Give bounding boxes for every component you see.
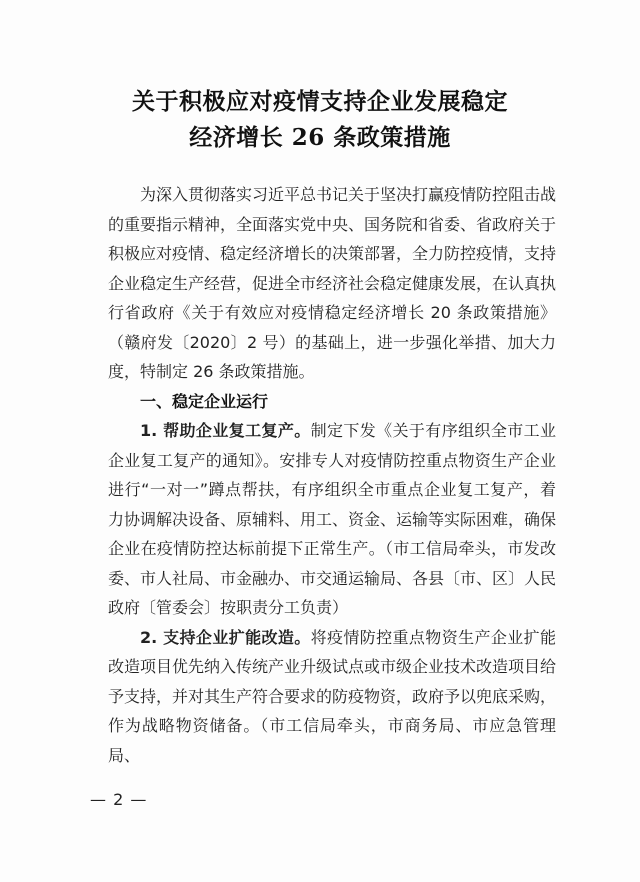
item-1-title: 1. 帮助企业复工复产。 xyxy=(140,421,311,440)
document-body xyxy=(108,180,556,770)
document-title-line-1: 关于积极应对疫情支持企业发展稳定 xyxy=(132,88,508,115)
item-2-paragraph xyxy=(108,623,556,771)
document-title-line-2: 经济增长 26 条政策措施 xyxy=(189,124,451,151)
page-number: — 2 — xyxy=(90,790,148,809)
item-1-body: 制定下发《关于有序组织全市工业企业复工复产的通知》。安排专人对疫情防控重点物资生产企业进行“一对一”蹲点帮扶，有序组织全市重点企业复工复产，着力协调解决设备、原辅料、用工、资金、运输等实际困难，确保企业在疫情防控达标前提下正常生产。（市工信局牵头，市发改委、市人社局、市金融办、市交通运输局、各县〔市、区〕人民政府〔管委会〕按职责分工负责） xyxy=(108,421,557,617)
item-2-title: 2. 支持企业扩能改造。 xyxy=(140,627,311,647)
item-2-body: 将疫情防控重点物资生产企业扩能改造项目优先纳入传统产业升级试点或市级企业技术改造项目给予支持，并对其生产符合要求的防疫物资，政府予以兜底采购，作为战略物资储备。（市工信局牵头，市商务局、市应急管理局、 xyxy=(108,627,557,765)
item-1-paragraph xyxy=(108,416,556,623)
intro-paragraph: 为深入贯彻落实习近平总书记关于坚决打赢疫情防控阻击战的重要指示精神，全面落实党中央、国务院和省委、省政府关于积极应对疫情、稳定经济增长的决策部署，全力防控疫情，支持企业稳定生产经营，促进全市经济社会稳定健康发展，在认真执行省政府《关于有效应对疫情稳定经济增长 20 条政策措施》（赣府发〔2020〕2 号）的基础上，进一步强化举措、加大力度，特制定 26 条政策措施。 xyxy=(108,185,557,381)
section-1-heading: 一、稳定企业运行 xyxy=(140,391,269,411)
